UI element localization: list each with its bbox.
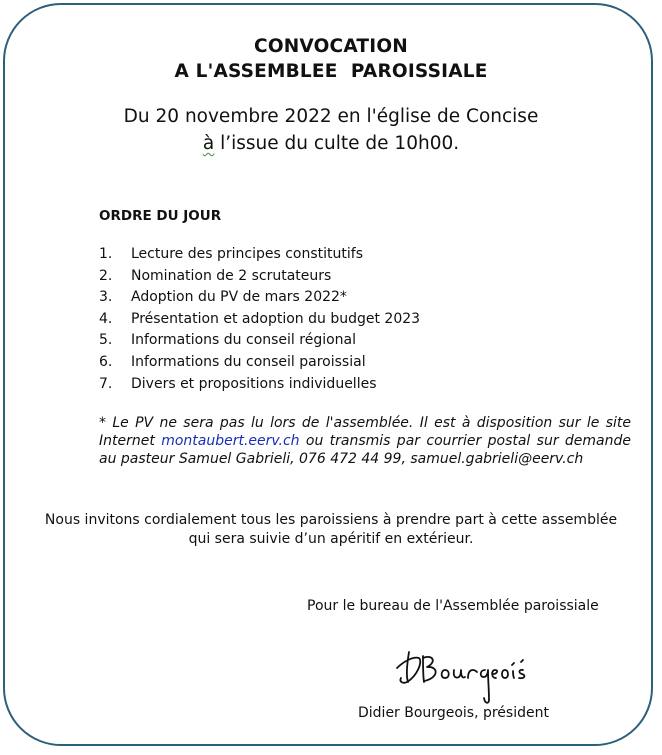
invitation-line: qui sera suivie d’un apéritif en extérieur.	[188, 531, 474, 547]
closing-line: Pour le bureau de l'Assemblée paroissiale	[307, 598, 599, 614]
agenda-item	[99, 374, 420, 396]
document-title-line2: A L'ASSEMBLEE PAROISSIALE	[174, 61, 488, 82]
agenda-list	[99, 244, 420, 395]
agenda-item-text: Nomination de 2 scrutateurs	[131, 267, 332, 284]
meeting-time-text: l’issue du culte de 10h00.	[214, 133, 460, 154]
meeting-time	[0, 130, 662, 157]
agenda-item-text: Présentation et adoption du budget 2023	[131, 310, 421, 327]
pv-note	[99, 414, 631, 468]
website-link[interactable]: montaubert.eerv.ch	[161, 433, 300, 449]
agenda-item	[99, 309, 420, 331]
agenda-item-text: Adoption du PV de mars 2022*	[131, 289, 347, 306]
agenda-item	[99, 266, 420, 288]
agenda-item-number: 3.	[99, 289, 113, 306]
agenda-item-number: 5.	[99, 332, 113, 349]
invitation-line: Nous invitons cordialement tous les paroissiens à prendre part à cette assemblée	[44, 512, 618, 528]
agenda-item	[99, 287, 420, 309]
pv-note-contact: ou transmis par courrier postal sur demande au pasteur Samuel Gabrieli, 076 472 44 99, samuel.gabrieli@eerv.ch	[99, 433, 632, 467]
invitation-text	[0, 511, 662, 549]
agenda-item-text: Divers et propositions individuelles	[131, 375, 377, 392]
agenda-item-number: 2.	[99, 267, 113, 284]
agenda-item-number: 1.	[99, 246, 113, 262]
pv-note-text: * Le PV ne sera pas lu lors de l'assemblée. Il est à disposition sur le site Internet	[99, 415, 631, 449]
signer-name: Didier Bourgeois, président	[358, 705, 549, 721]
handwritten-signature	[393, 632, 533, 706]
agenda-item	[99, 244, 420, 266]
agenda-item-number: 4.	[99, 310, 113, 327]
agenda-item-number: 7.	[99, 375, 113, 392]
agenda-heading: ORDRE DU JOUR	[99, 208, 222, 224]
agenda-item-text: Lecture des principes constitutifs	[131, 246, 363, 262]
meeting-time-prefix: à	[202, 133, 215, 154]
agenda-item	[99, 352, 420, 374]
agenda-item-number: 6.	[99, 353, 113, 370]
agenda-item	[99, 330, 420, 352]
agenda-item-text: Informations du conseil paroissial	[131, 353, 366, 370]
agenda-item-text: Informations du conseil régional	[131, 332, 357, 349]
document-title: CONVOCATION	[254, 36, 408, 57]
meeting-date-location: Du 20 novembre 2022 en l'église de Concise	[123, 106, 539, 127]
